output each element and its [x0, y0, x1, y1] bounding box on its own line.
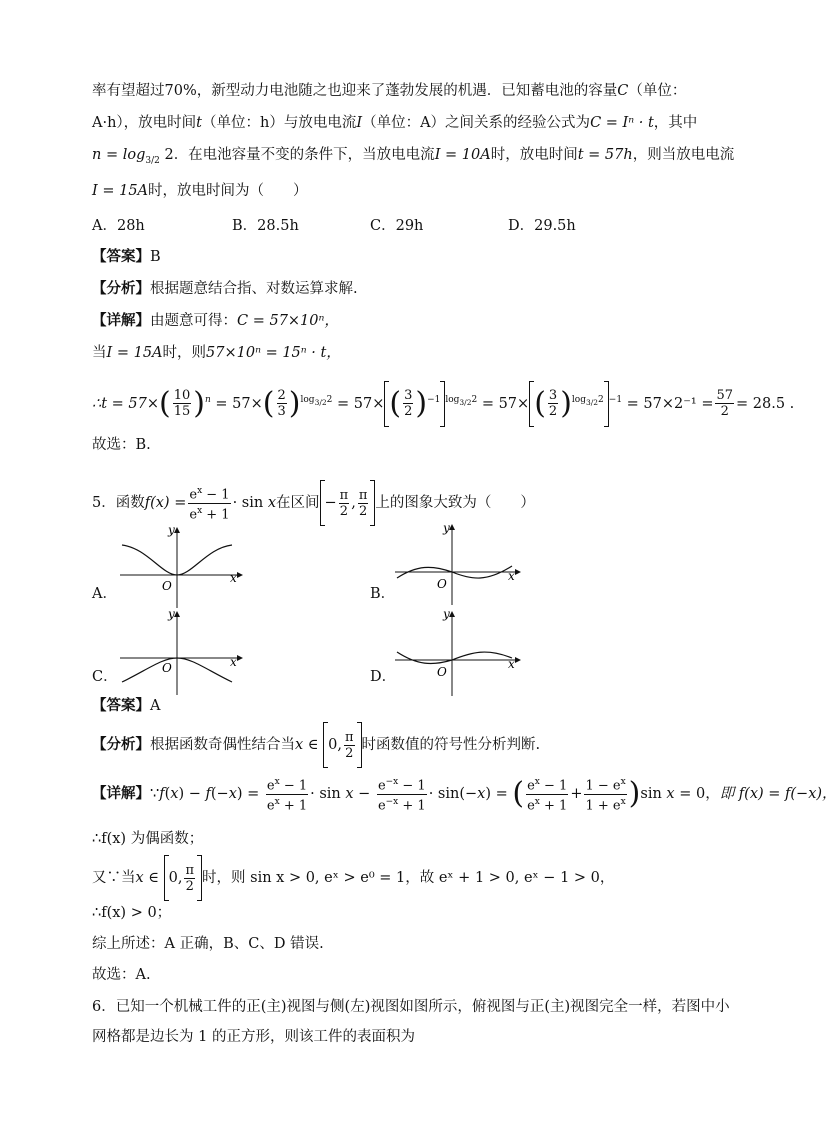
graph-c-origin: O [162, 661, 172, 675]
q5-even: ∴f(x) 为偶函数； [92, 831, 204, 847]
q5-again: 又∵当x ∈ 0, $\frac{\pi}{2}$ 时，则 sin x > 0, eˣ > e⁰ = 1，故 eˣ + 1 > 0, eˣ − 1 > 0， [92, 855, 614, 901]
q5-positive: ∴f(x) > 0； [92, 905, 172, 921]
q4-option-a: A．28h [92, 218, 145, 234]
q5-option-d: D． [370, 669, 397, 685]
graph-d [395, 607, 520, 696]
q5-detail: 【详解】∵f(x) − f(−x) = $\frac{e^x - 1}{e^x + 1}$ · sin x − $\frac{e^{-x} - 1}{e^{-x} + 1}$ · sin(−x) = ( $\frac{e^x - 1}{e^x + 1}$ + $\frac{1 - e^x}{1 + e^x}$ )sin x = 0，即 f(x) = f(−x)， [92, 776, 837, 813]
q4-analysis: 【分析】根据题意结合指、对数运算求解. [92, 280, 358, 297]
q5-option-a: A． [92, 586, 117, 602]
q4-option-c: C．29h [370, 218, 424, 234]
q6-line-1: 6．已知一个机械工件的正(主)视图与侧(左)视图如图所示，俯视图与正(主)视图完全一样，若图中小 [92, 999, 730, 1015]
graph-c-x-label: x [230, 655, 237, 669]
q4-line-3: $n = \log_{3/2} 2$．在电池容量不变的条件下，当放电电流I = 10A时，放电时间t = 57h，则当放电电流 [92, 147, 735, 166]
q5-stem: 5．函数f(x) = $\frac{e^x - 1}{e^x + 1}$ · sin x在区间 − $\frac{\pi}{2}$ , $\frac{\pi}{2}$ 上的图象大致为（ ） [92, 480, 535, 526]
q4-option-b: B．28.5h [232, 218, 299, 234]
q4-detail-1: 【详解】由题意可得：C = 57×10ⁿ， [92, 312, 339, 329]
graph-a [120, 523, 242, 608]
q5-option-b: B． [370, 586, 396, 602]
q4-answer: 【答案】B [92, 248, 161, 265]
q4-line-1: 率有望超过70%，新型动力电池随之也迎来了蓬勃发展的机遇．已知蓄电池的容量C（单位： [92, 83, 687, 99]
graph-a-x-label: x [230, 571, 237, 585]
graph-b-origin: O [437, 577, 447, 591]
q5-analysis: 【分析】根据函数奇偶性结合当x ∈ 0, $\frac{\pi}{2}$ 时函数值的符号性分析判断. [92, 722, 540, 768]
graph-b-x-label: x [508, 569, 515, 583]
graph-d-y-label: y [443, 607, 450, 621]
graph-c-y-label: y [168, 607, 175, 621]
graph-b-y-label: y [443, 521, 450, 535]
graph-c [120, 607, 242, 695]
q4-detail-2: 当I = 15A时，则57×10ⁿ = 15ⁿ · t， [92, 345, 341, 361]
q5-option-c: C． [92, 669, 118, 685]
graph-b [395, 521, 520, 605]
graph-a-y-label: y [168, 523, 175, 537]
q4-conclusion: 故选：B. [92, 437, 151, 453]
q5-graphs [92, 520, 712, 700]
q4-calculation: ∴t = 57×( $\frac{10}{15}$ )$^n$ = 57×( $\frac{2}{3}$ )$^{log_{3/2}2}$ = 57× ( $\frac{3}{2}$ )$^{-1}$ $^{log_{3/2}2}$ = 57× ( $\frac{3}{2}$ )$^{log_{3/2}2}$ $^{-1}$ = 57×2⁻¹ = $\frac{57}{2}$ = 28.5 . [92, 378, 794, 427]
q4-line-4: I = 15A时，放电时间为（ ） [92, 183, 308, 199]
q5-summary: 综上所述：A 正确，B、C、D 错误. [92, 936, 324, 952]
q5-conclusion: 故选：A. [92, 967, 151, 983]
graph-d-x-label: x [508, 657, 515, 671]
graph-d-origin: O [437, 665, 447, 679]
q4-option-d: D．29.5h [508, 218, 576, 234]
graph-a-origin: O [162, 579, 172, 593]
q4-line-2: A·h），放电时间t（单位：h）与放电电流I（单位：A）之间关系的经验公式为C = Iⁿ · t，其中 [92, 115, 698, 131]
q5-answer: 【答案】A [92, 697, 161, 714]
q6-line-2: 网格都是边长为 1 的正方形，则该工件的表面积为 [92, 1029, 415, 1045]
